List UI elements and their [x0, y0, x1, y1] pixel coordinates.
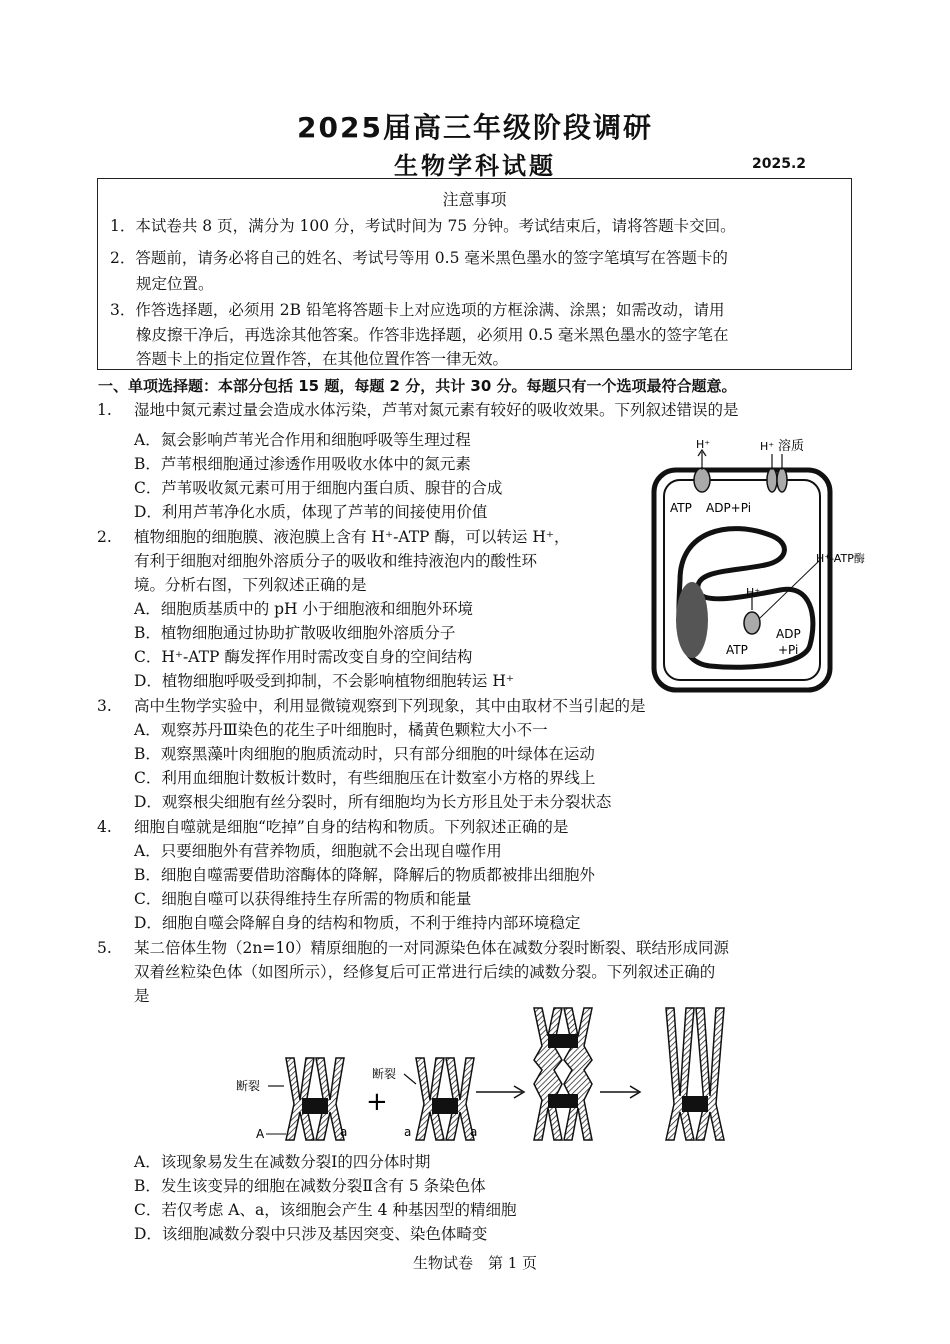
gene-a2-label: a	[404, 1125, 412, 1139]
option: D．观察根尖细胞有丝分裂时，所有细胞均为长方形且处于未分裂状态	[134, 793, 612, 811]
question-number: 2.	[97, 528, 112, 546]
notice-title: 注意事项	[442, 190, 507, 209]
option: D．该细胞减数分裂中只涉及基因突变、染色体畸变	[134, 1225, 488, 1243]
question-stem: 某二倍体生物（2n=10）精原细胞的一对同源染色体在减数分裂时断裂、联结形成同源	[134, 939, 730, 957]
page-footer: 生物试卷 第 1 页	[412, 1254, 538, 1272]
question-stem: 是	[134, 987, 150, 1005]
option: A．只要细胞外有营养物质，细胞就不会出现自噬作用	[134, 842, 502, 860]
adp1-label: ADP+Pi	[706, 501, 752, 515]
option: D．利用芦苇净化水质，体现了芦苇的间接使用价值	[134, 503, 488, 521]
h-top1-label: H⁺	[696, 438, 711, 451]
break2-label: 断裂	[372, 1067, 397, 1081]
option: C．细胞自噬可以获得维持生存所需的物质和能量	[134, 890, 472, 908]
repaired-chromosome	[666, 1008, 724, 1140]
option: B．观察黑藻叶肉细胞的胞质流动时，只有部分细胞的叶绿体在运动	[134, 745, 595, 763]
h-mid-label: H⁺	[746, 586, 761, 599]
option: D．植物细胞呼吸受到抑制，不会影响植物细胞转运 H⁺	[134, 672, 515, 690]
option: A．氮会影响芦苇光合作用和细胞呼吸等生理过程	[134, 431, 471, 449]
option: B．发生该变异的细胞在减数分裂Ⅱ含有 5 条染色体	[134, 1177, 486, 1195]
chromosome-diagram	[230, 1000, 730, 1148]
atpase-top	[694, 468, 710, 492]
option: C．若仅考虑 A、a，该细胞会产生 4 种基因型的精细胞	[134, 1201, 517, 1219]
dicentric-chromosome	[534, 1008, 592, 1140]
enzyme-label: H⁺-ATP酶	[816, 552, 865, 565]
notice-line: 答题卡上的指定位置作答，在其他位置作答一律无效。	[136, 350, 509, 368]
notice-line: 2．答题前，请务必将自己的姓名、考试号等用 0.5 毫米黑色墨水的签字笔填写在答题卡的	[110, 249, 728, 267]
notice-line: 1．本试卷共 8 页，满分为 100 分，考试时间为 75 分钟。考试结束后，请将答题卡交回。	[110, 217, 736, 235]
question-number: 4.	[97, 818, 112, 836]
option: A．该现象易发生在减数分裂Ⅰ的四分体时期	[134, 1153, 431, 1171]
cotransporter-left	[767, 468, 777, 492]
break1-label: 断裂	[236, 1079, 261, 1093]
option: D．细胞自噬会降解自身的结构和物质，不利于维持内部环境稳定	[134, 914, 581, 932]
option: B．植物细胞通过协助扩散吸收细胞外溶质分子	[134, 624, 456, 642]
question-number: 1.	[97, 401, 112, 419]
h-top2-label: H⁺	[760, 440, 775, 453]
section-heading: 一、单项选择题：本部分包括 15 题，每题 2 分，共计 30 分。每题只有一个选项最符合题意。	[98, 377, 737, 395]
question-stem: 植物细胞的细胞膜、液泡膜上含有 H⁺-ATP 酶，可以转运 H⁺，	[134, 528, 570, 546]
option: C．H⁺-ATP 酶发挥作用时需改变自身的空间结构	[134, 648, 473, 666]
cotransporter-right	[777, 468, 787, 492]
option: B．芦苇根细胞通过渗透作用吸收水体中的氮元素	[134, 455, 471, 473]
question-stem: 双着丝粒染色体（如图所示），经修复后可正常进行后续的减数分裂。下列叙述正确的	[134, 963, 716, 981]
atp2-label: ATP	[726, 643, 748, 657]
page-title: 2025届高三年级阶段调研	[297, 111, 653, 144]
cell-diagram	[640, 430, 890, 695]
page-subtitle: 生物学科试题	[394, 152, 556, 180]
question-stem: 境。分析右图，下列叙述正确的是	[134, 576, 367, 594]
gene-a3-label: a	[470, 1125, 478, 1139]
option: A．细胞质基质中的 pH 小于细胞液和细胞外环境	[134, 600, 473, 618]
adp2-label: ADP	[776, 627, 801, 641]
option: C．利用血细胞计数板计数时，有些细胞压在计数室小方格的界线上	[134, 769, 596, 787]
exam-date: 2025.2	[752, 156, 807, 172]
option: C．芦苇吸收氮元素可用于细胞内蛋白质、腺苷的合成	[134, 479, 503, 497]
atpase-vacuole	[744, 612, 760, 634]
pi2-label: +Pi	[778, 643, 799, 657]
notice-line: 3．作答选择题，必须用 2B 铅笔将答题卡上对应选项的方框涂满、涂黑；如需改动，请用	[110, 301, 725, 319]
notice-line: 规定位置。	[136, 275, 214, 293]
chromosome-2	[416, 1058, 474, 1140]
atp1-label: ATP	[670, 501, 692, 515]
notice-line: 橡皮擦干净后，再选涂其他答案。作答非选择题，必须用 0.5 毫米黑色墨水的签字笔在	[136, 326, 729, 344]
option: B．细胞自噬需要借助溶酶体的降解，降解后的物质都被排出细胞外	[134, 866, 595, 884]
option: A．观察苏丹Ⅲ染色的花生子叶细胞时，橘黄色颗粒大小不一	[134, 721, 548, 739]
question-stem: 高中生物学实验中，利用显微镜观察到下列现象，其中由取材不当引起的是	[134, 697, 646, 715]
notice-box	[97, 178, 852, 370]
question-number: 5.	[97, 939, 112, 957]
plus-sign: +	[366, 1087, 388, 1117]
question-stem: 细胞自噬就是细胞“吃掉”自身的结构和物质。下列叙述正确的是	[134, 818, 569, 836]
gene-a1-label: a	[340, 1125, 348, 1139]
chromosome-1	[286, 1058, 344, 1140]
nucleus	[676, 582, 708, 658]
question-number: 3.	[97, 697, 112, 715]
gene-A-label: A	[256, 1127, 265, 1141]
solute-label: 溶质	[778, 439, 805, 454]
question-stem: 有利于细胞对细胞外溶质分子的吸收和维持液泡内的酸性环	[134, 552, 538, 570]
question-stem: 湿地中氮元素过量会造成水体污染，芦苇对氮元素有较好的吸收效果。下列叙述错误的是	[134, 401, 739, 419]
